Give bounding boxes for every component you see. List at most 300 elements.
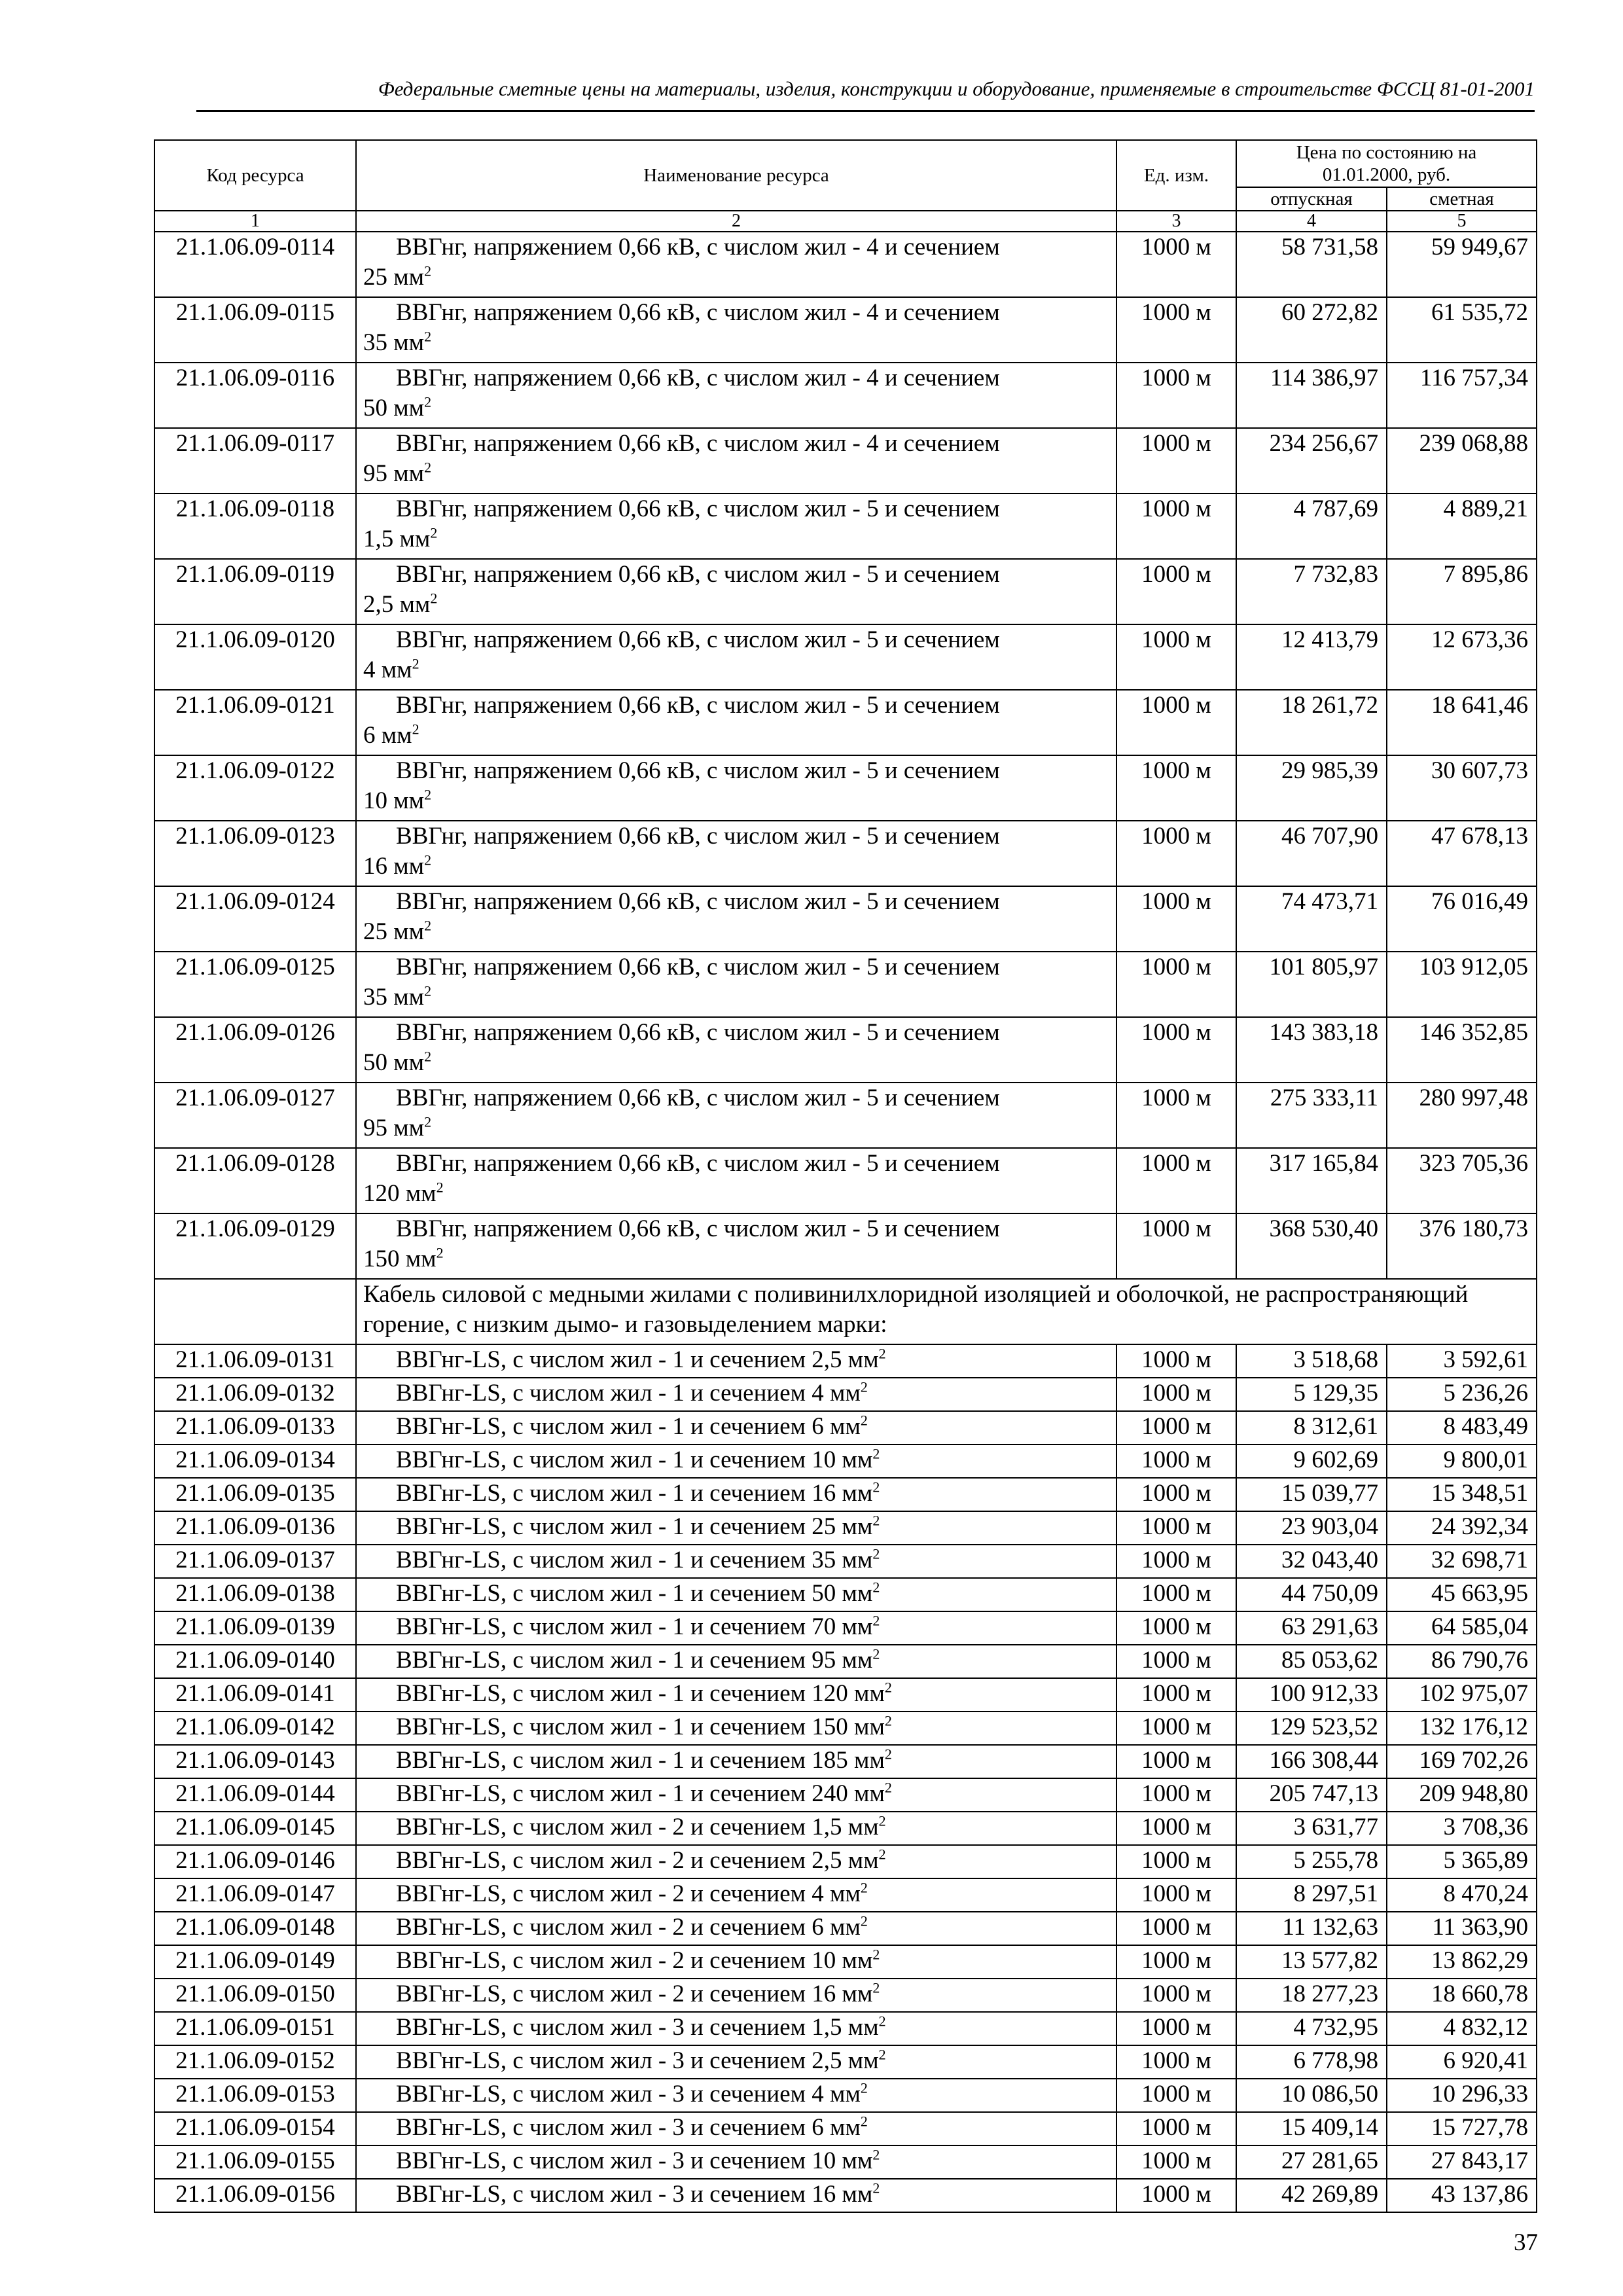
resource-code: 21.1.06.09-0128 [154, 1148, 356, 1213]
col-header-code: Код ресурса [154, 140, 356, 211]
resource-name [356, 1344, 1116, 1378]
superscript: 2 [430, 590, 438, 607]
resource-name-text: ВВГнг-LS, с числом жил - 3 и сечением 2,5 мм [396, 2047, 879, 2074]
resource-code: 21.1.06.09-0151 [154, 2012, 356, 2045]
unit-of-measure: 1000 м [1116, 690, 1236, 755]
superscript: 2 [860, 1879, 868, 1896]
resource-name-text: ВВГнг, напряжением 0,66 кВ, с числом жил - 5 и сечением [396, 692, 1000, 719]
estimate-price: 239 068,88 [1387, 428, 1537, 493]
release-price: 8 312,61 [1236, 1411, 1387, 1444]
resource-name [356, 2145, 1116, 2179]
section-heading: Кабель силовой с медными жилами с поливинилхлоридной изоляцией и оболочкой, не распространяющий горение, с низким дымо- и газовыделением марки: [356, 1279, 1537, 1344]
superscript: 2 [424, 459, 432, 476]
table-row [154, 1645, 1537, 1678]
unit-of-measure: 1000 м [1116, 1213, 1236, 1279]
superscript: 2 [424, 1113, 432, 1130]
resource-code: 21.1.06.09-0125 [154, 952, 356, 1017]
release-price: 23 903,04 [1236, 1511, 1387, 1545]
resource-name-line [363, 1779, 1109, 1809]
resource-name [356, 1411, 1116, 1444]
table-row [154, 1845, 1537, 1878]
resource-name [356, 952, 1116, 1017]
release-price: 15 039,77 [1236, 1478, 1387, 1511]
col-header-unit: Ед. изм. [1116, 140, 1236, 211]
resource-name-text: ВВГнг, напряжением 0,66 кВ, с числом жил - 5 и сечением [396, 1215, 1000, 1242]
resource-name [356, 1545, 1116, 1578]
resource-name-text: ВВГнг-LS, с числом жил - 2 и сечением 2,5 мм [396, 1847, 879, 1874]
superscript: 2 [878, 2013, 886, 2030]
resource-name-line [363, 1879, 1109, 1909]
resource-code: 21.1.06.09-0122 [154, 755, 356, 821]
resource-name-line [363, 1946, 1109, 1976]
cross-section-value: 150 мм [363, 1246, 437, 1272]
page-number: 37 [1514, 2229, 1538, 2256]
release-price: 166 308,44 [1236, 1745, 1387, 1778]
unit-of-measure: 1000 м [1116, 1778, 1236, 1812]
release-price: 12 413,79 [1236, 624, 1387, 690]
table-row [154, 363, 1537, 428]
release-price: 44 750,09 [1236, 1578, 1387, 1611]
resource-name-text: ВВГнг-LS, с числом жил - 1 и сечением 150 мм [396, 1713, 885, 1740]
resource-name-text: ВВГнг, напряжением 0,66 кВ, с числом жил - 5 и сечением [396, 757, 1000, 784]
resource-code: 21.1.06.09-0129 [154, 1213, 356, 1279]
resource-cross-section [363, 786, 1109, 816]
resource-code: 21.1.06.09-0148 [154, 1912, 356, 1945]
unit-of-measure: 1000 м [1116, 1845, 1236, 1878]
superscript: 2 [424, 1048, 432, 1065]
resource-name-line [363, 1612, 1109, 1642]
resource-cross-section [363, 393, 1109, 423]
table-row [154, 1344, 1537, 1378]
table-row [154, 297, 1537, 363]
estimate-price: 10 296,33 [1387, 2079, 1537, 2112]
superscript: 2 [884, 1779, 892, 1796]
superscript: 2 [872, 2146, 880, 2163]
resource-name [356, 1712, 1116, 1745]
resource-code: 21.1.06.09-0149 [154, 1945, 356, 1979]
table-row [154, 1017, 1537, 1083]
table-row [154, 755, 1537, 821]
table-row [154, 493, 1537, 559]
resource-code: 21.1.06.09-0120 [154, 624, 356, 690]
cross-section-value: 4 мм [363, 656, 412, 683]
resource-code: 21.1.06.09-0150 [154, 1979, 356, 2012]
resource-name-line [363, 1545, 1109, 1575]
resource-code: 21.1.06.09-0138 [154, 1578, 356, 1611]
resource-code: 21.1.06.09-0115 [154, 297, 356, 363]
release-price: 63 291,63 [1236, 1611, 1387, 1645]
resource-name [356, 1845, 1116, 1878]
col-header-name: Наименование ресурса [356, 140, 1116, 211]
resource-code: 21.1.06.09-0118 [154, 493, 356, 559]
col-number: 2 [356, 211, 1116, 232]
estimate-price: 132 176,12 [1387, 1712, 1537, 1745]
cross-section-value: 95 мм [363, 1115, 425, 1141]
superscript: 2 [872, 1645, 880, 1662]
table-row [154, 1678, 1537, 1712]
superscript: 2 [412, 655, 419, 672]
resource-code: 21.1.06.09-0114 [154, 232, 356, 297]
table-row [154, 2145, 1537, 2179]
release-price: 205 747,13 [1236, 1778, 1387, 1812]
resource-cross-section [363, 1179, 1109, 1209]
estimate-price: 45 663,95 [1387, 1578, 1537, 1611]
resource-name-line [363, 2079, 1109, 2109]
unit-of-measure: 1000 м [1116, 1411, 1236, 1444]
estimate-price: 146 352,85 [1387, 1017, 1537, 1083]
resource-cross-section [363, 655, 1109, 685]
unit-of-measure: 1000 м [1116, 232, 1236, 297]
unit-of-measure: 1000 м [1116, 1645, 1236, 1678]
unit-of-measure: 1000 м [1116, 493, 1236, 559]
estimate-price: 9 800,01 [1387, 1444, 1537, 1478]
release-price: 27 281,65 [1236, 2145, 1387, 2179]
estimate-price: 5 365,89 [1387, 1845, 1537, 1878]
col-header-estimate-price: сметная [1387, 187, 1537, 211]
table-row [154, 1945, 1537, 1979]
resource-name-text: ВВГнг-LS, с числом жил - 3 и сечением 10 мм [396, 2147, 873, 2174]
resource-name-text: ВВГнг-LS, с числом жил - 1 и сечением 185 мм [396, 1747, 885, 1774]
superscript: 2 [872, 1946, 880, 1963]
unit-of-measure: 1000 м [1116, 952, 1236, 1017]
resource-name-line [363, 2179, 1109, 2210]
unit-of-measure: 1000 м [1116, 1912, 1236, 1945]
resource-name-line [363, 1412, 1109, 1442]
resource-name-text: ВВГнг, напряжением 0,66 кВ, с числом жил - 5 и сечением [396, 823, 1000, 850]
release-price: 29 985,39 [1236, 755, 1387, 821]
resource-code: 21.1.06.09-0141 [154, 1678, 356, 1712]
estimate-price: 116 757,34 [1387, 363, 1537, 428]
release-price: 58 731,58 [1236, 232, 1387, 297]
resource-name-text: ВВГнг-LS, с числом жил - 2 и сечением 4 мм [396, 1880, 861, 1907]
superscript: 2 [436, 1244, 444, 1261]
release-price: 32 043,40 [1236, 1545, 1387, 1578]
resource-name [356, 886, 1116, 952]
resource-code: 21.1.06.09-0144 [154, 1778, 356, 1812]
release-price: 11 132,63 [1236, 1912, 1387, 1945]
resource-name [356, 755, 1116, 821]
estimate-price: 30 607,73 [1387, 755, 1537, 821]
table-header [154, 140, 1537, 232]
unit-of-measure: 1000 м [1116, 559, 1236, 624]
resource-name-line [363, 1579, 1109, 1609]
unit-of-measure: 1000 м [1116, 1511, 1236, 1545]
resource-name-line [363, 1512, 1109, 1542]
resource-code: 21.1.06.09-0152 [154, 2045, 356, 2079]
superscript: 2 [872, 1612, 880, 1629]
resource-name-text: ВВГнг-LS, с числом жил - 1 и сечением 95 мм [396, 1647, 873, 1674]
resource-code: 21.1.06.09-0155 [154, 2145, 356, 2179]
estimate-price: 11 363,90 [1387, 1912, 1537, 1945]
unit-of-measure: 1000 м [1116, 1712, 1236, 1745]
table-body-b [154, 1344, 1537, 2212]
release-price: 3 518,68 [1236, 1344, 1387, 1378]
col-number: 3 [1116, 211, 1236, 232]
section-code-cell [154, 1279, 356, 1344]
resource-name-line [363, 2146, 1109, 2176]
release-price: 3 631,77 [1236, 1812, 1387, 1845]
resource-name-line [363, 1746, 1109, 1776]
resource-name-text: ВВГнг-LS, с числом жил - 3 и сечением 1,5 мм [396, 2014, 879, 2041]
release-price: 9 602,69 [1236, 1444, 1387, 1478]
resource-code: 21.1.06.09-0134 [154, 1444, 356, 1478]
estimate-price: 5 236,26 [1387, 1378, 1537, 1411]
resource-code: 21.1.06.09-0132 [154, 1378, 356, 1411]
estimate-price: 59 949,67 [1387, 232, 1537, 297]
release-price: 10 086,50 [1236, 2079, 1387, 2112]
col-header-release-price: отпускная [1236, 187, 1387, 211]
resource-name-line [363, 1912, 1109, 1943]
superscript: 2 [424, 328, 432, 345]
resource-name [356, 2045, 1116, 2079]
resource-cross-section [363, 262, 1109, 293]
estimate-price: 15 348,51 [1387, 1478, 1537, 1511]
estimate-price: 6 920,41 [1387, 2045, 1537, 2079]
release-price: 15 409,14 [1236, 2112, 1387, 2145]
unit-of-measure: 1000 м [1116, 1378, 1236, 1411]
superscript: 2 [878, 1846, 886, 1863]
unit-of-measure: 1000 м [1116, 2045, 1236, 2079]
estimate-price: 103 912,05 [1387, 952, 1537, 1017]
estimate-price: 169 702,26 [1387, 1745, 1537, 1778]
unit-of-measure: 1000 м [1116, 1444, 1236, 1478]
resource-code: 21.1.06.09-0136 [154, 1511, 356, 1545]
resource-name [356, 2012, 1116, 2045]
superscript: 2 [860, 1412, 868, 1429]
estimate-price: 3 592,61 [1387, 1344, 1537, 1378]
resource-name-text: ВВГнг, напряжением 0,66 кВ, с числом жил - 5 и сечением [396, 1085, 1000, 1111]
resource-name-line [363, 1712, 1109, 1742]
table-row [154, 1912, 1537, 1945]
resource-name [356, 1148, 1116, 1213]
resource-name-text: ВВГнг-LS, с числом жил - 3 и сечением 16 мм [396, 2181, 873, 2208]
table-row [154, 1745, 1537, 1778]
release-price: 6 778,98 [1236, 2045, 1387, 2079]
resource-code: 21.1.06.09-0127 [154, 1083, 356, 1148]
cross-section-value: 25 мм [363, 918, 425, 945]
col-number: 4 [1236, 211, 1387, 232]
resource-code: 21.1.06.09-0140 [154, 1645, 356, 1678]
resource-name-text: ВВГнг, напряжением 0,66 кВ, с числом жил - 4 и сечением [396, 234, 1000, 260]
estimate-price: 76 016,49 [1387, 886, 1537, 952]
unit-of-measure: 1000 м [1116, 1979, 1236, 2012]
superscript: 2 [430, 524, 438, 541]
estimate-price: 47 678,13 [1387, 821, 1537, 886]
unit-of-measure: 1000 м [1116, 2079, 1236, 2112]
resource-code: 21.1.06.09-0146 [154, 1845, 356, 1878]
resource-name [356, 1378, 1116, 1411]
estimate-price: 323 705,36 [1387, 1148, 1537, 1213]
unit-of-measure: 1000 м [1116, 1545, 1236, 1578]
resource-code: 21.1.06.09-0137 [154, 1545, 356, 1578]
estimate-price: 12 673,36 [1387, 624, 1537, 690]
unit-of-measure: 1000 м [1116, 2179, 1236, 2212]
estimate-price: 15 727,78 [1387, 2112, 1537, 2145]
resource-code: 21.1.06.09-0124 [154, 886, 356, 952]
resource-code: 21.1.06.09-0142 [154, 1712, 356, 1745]
price-table [154, 139, 1537, 2213]
unit-of-measure: 1000 м [1116, 1148, 1236, 1213]
resource-cross-section [363, 1113, 1109, 1143]
resource-name-line [363, 1645, 1109, 1676]
resource-name [356, 1678, 1116, 1712]
table-row [154, 1778, 1537, 1812]
unit-of-measure: 1000 м [1116, 1578, 1236, 1611]
resource-name-text: ВВГнг-LS, с числом жил - 1 и сечением 120 мм [396, 1680, 885, 1707]
resource-code: 21.1.06.09-0156 [154, 2179, 356, 2212]
table-row [154, 952, 1537, 1017]
resource-code: 21.1.06.09-0126 [154, 1017, 356, 1083]
release-price: 114 386,97 [1236, 363, 1387, 428]
release-price: 129 523,52 [1236, 1712, 1387, 1745]
table-row [154, 2179, 1537, 2212]
resource-name [356, 2112, 1116, 2145]
table-row [154, 1478, 1537, 1511]
estimate-price: 27 843,17 [1387, 2145, 1537, 2179]
resource-cross-section [363, 1244, 1109, 1274]
estimate-price: 64 585,04 [1387, 1611, 1537, 1645]
estimate-price: 3 708,36 [1387, 1812, 1537, 1845]
resource-name [356, 1611, 1116, 1645]
cross-section-value: 16 мм [363, 853, 425, 880]
resource-name [356, 1645, 1116, 1678]
release-price: 60 272,82 [1236, 297, 1387, 363]
resource-name [356, 1578, 1116, 1611]
resource-name-text: ВВГнг, напряжением 0,66 кВ, с числом жил - 4 и сечением [396, 299, 1000, 326]
superscript: 2 [412, 721, 419, 738]
resource-name [356, 297, 1116, 363]
estimate-price: 7 895,86 [1387, 559, 1537, 624]
resource-name-text: ВВГнг-LS, с числом жил - 2 и сечением 6 мм [396, 1914, 861, 1941]
cross-section-value: 2,5 мм [363, 591, 431, 618]
superscript: 2 [860, 2113, 868, 2130]
estimate-price: 32 698,71 [1387, 1545, 1537, 1578]
unit-of-measure: 1000 м [1116, 1812, 1236, 1845]
unit-of-measure: 1000 м [1116, 1745, 1236, 1778]
column-numbers-row [154, 211, 1537, 232]
table-row [154, 2112, 1537, 2145]
release-price: 4 787,69 [1236, 493, 1387, 559]
resource-cross-section [363, 721, 1109, 751]
superscript: 2 [878, 1812, 886, 1829]
cross-section-value: 6 мм [363, 722, 412, 749]
resource-code: 21.1.06.09-0143 [154, 1745, 356, 1778]
superscript: 2 [860, 1912, 868, 1929]
superscript: 2 [878, 2046, 886, 2063]
resource-name [356, 690, 1116, 755]
resource-name-text: ВВГнг-LS, с числом жил - 1 и сечением 25 мм [396, 1513, 873, 1540]
resource-code: 21.1.06.09-0154 [154, 2112, 356, 2145]
resource-name-text: ВВГнг-LS, с числом жил - 1 и сечением 70 мм [396, 1613, 873, 1640]
superscript: 2 [424, 393, 432, 410]
cross-section-value: 50 мм [363, 1049, 425, 1076]
superscript: 2 [884, 1712, 892, 1729]
estimate-price: 376 180,73 [1387, 1213, 1537, 1279]
release-price: 42 269,89 [1236, 2179, 1387, 2212]
resource-name-text: ВВГнг-LS, с числом жил - 2 и сечением 16 мм [396, 1981, 873, 2007]
superscript: 2 [424, 917, 432, 934]
resource-name-line [363, 2046, 1109, 2076]
resource-code: 21.1.06.09-0139 [154, 1611, 356, 1645]
resource-name [356, 363, 1116, 428]
resource-name-text: ВВГнг, напряжением 0,66 кВ, с числом жил - 4 и сечением [396, 430, 1000, 457]
resource-name-text: ВВГнг, напряжением 0,66 кВ, с числом жил - 4 и сечением [396, 365, 1000, 391]
superscript: 2 [424, 786, 432, 803]
release-price: 5 129,35 [1236, 1378, 1387, 1411]
superscript: 2 [860, 2079, 868, 2096]
resource-name-text: ВВГнг-LS, с числом жил - 1 и сечением 35 мм [396, 1547, 873, 1573]
resource-code: 21.1.06.09-0121 [154, 690, 356, 755]
resource-name-line [363, 2113, 1109, 2143]
table-row [154, 1878, 1537, 1912]
resource-name [356, 1979, 1116, 2012]
resource-cross-section [363, 917, 1109, 947]
superscript: 2 [424, 262, 432, 279]
table-body-a [154, 232, 1537, 1279]
estimate-price: 18 660,78 [1387, 1979, 1537, 2012]
resource-name-text: ВВГнг-LS, с числом жил - 1 и сечением 2,5 мм [396, 1346, 879, 1373]
unit-of-measure: 1000 м [1116, 1017, 1236, 1083]
resource-code: 21.1.06.09-0147 [154, 1878, 356, 1912]
unit-of-measure: 1000 м [1116, 1678, 1236, 1712]
release-price: 143 383,18 [1236, 1017, 1387, 1083]
release-price: 100 912,33 [1236, 1678, 1387, 1712]
resource-name [356, 428, 1116, 493]
unit-of-measure: 1000 м [1116, 1083, 1236, 1148]
release-price: 275 333,11 [1236, 1083, 1387, 1148]
resource-name-text: ВВГнг, напряжением 0,66 кВ, с числом жил - 5 и сечением [396, 1019, 1000, 1046]
superscript: 2 [872, 1545, 880, 1562]
resource-name [356, 232, 1116, 297]
resource-name-text: ВВГнг, напряжением 0,66 кВ, с числом жил - 5 и сечением [396, 561, 1000, 588]
table-row [154, 1378, 1537, 1411]
estimate-price: 280 997,48 [1387, 1083, 1537, 1148]
superscript: 2 [424, 852, 432, 869]
cross-section-value: 25 мм [363, 264, 425, 291]
resource-code: 21.1.06.09-0117 [154, 428, 356, 493]
unit-of-measure: 1000 м [1116, 2112, 1236, 2145]
unit-of-measure: 1000 м [1116, 2012, 1236, 2045]
cross-section-value: 10 мм [363, 787, 425, 814]
resource-name [356, 1017, 1116, 1083]
col-number: 5 [1387, 211, 1537, 232]
resource-name-text: ВВГнг, напряжением 0,66 кВ, с числом жил - 5 и сечением [396, 626, 1000, 653]
table-row [154, 2012, 1537, 2045]
resource-code: 21.1.06.09-0123 [154, 821, 356, 886]
resource-name-text: ВВГнг-LS, с числом жил - 1 и сечением 16 мм [396, 1480, 873, 1507]
unit-of-measure: 1000 м [1116, 1878, 1236, 1912]
unit-of-measure: 1000 м [1116, 297, 1236, 363]
superscript: 2 [884, 1746, 892, 1763]
resource-name [356, 1778, 1116, 1812]
release-price: 317 165,84 [1236, 1148, 1387, 1213]
table-row [154, 821, 1537, 886]
table-row [154, 1511, 1537, 1545]
resource-name [356, 1945, 1116, 1979]
resource-name [356, 1213, 1116, 1279]
resource-name-text: ВВГнг-LS, с числом жил - 2 и сечением 1,5 мм [396, 1814, 879, 1840]
estimate-price: 24 392,34 [1387, 1511, 1537, 1545]
section-heading-row [154, 1279, 1537, 1344]
resource-code: 21.1.06.09-0145 [154, 1812, 356, 1845]
section-heading-body [154, 1279, 1537, 1344]
superscript: 2 [878, 1345, 886, 1362]
estimate-price: 4 889,21 [1387, 493, 1537, 559]
unit-of-measure: 1000 м [1116, 755, 1236, 821]
resource-cross-section [363, 1048, 1109, 1078]
estimate-price: 18 641,46 [1387, 690, 1537, 755]
superscript: 2 [872, 1979, 880, 1996]
